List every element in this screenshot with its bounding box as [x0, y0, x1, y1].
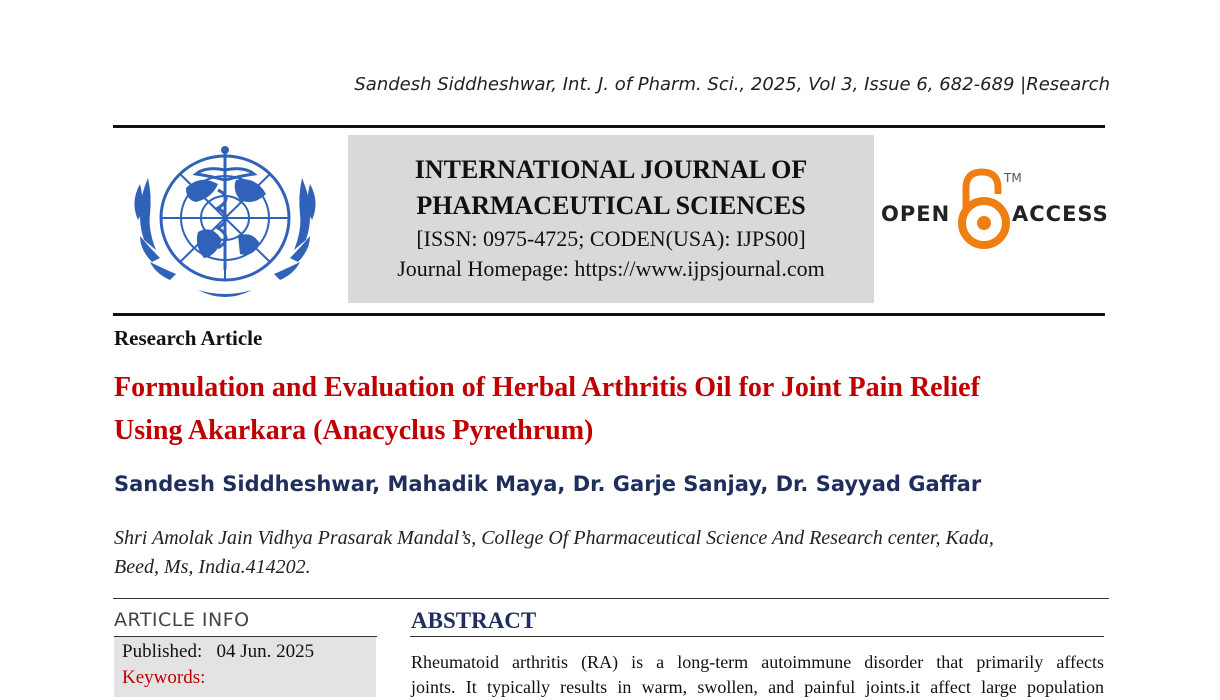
- journal-name-line2: PHARMACEUTICAL SCIENCES: [416, 191, 806, 220]
- journal-globe-logo: [126, 140, 324, 306]
- trademark-mark: TM: [1004, 171, 1022, 185]
- published-date: 04 Jun. 2025: [216, 641, 315, 662]
- abstract-text: [411, 650, 1104, 700]
- abstract-rule: [410, 636, 1104, 637]
- keywords-label: Keywords:: [122, 667, 206, 688]
- access-label: ACCESS: [1012, 202, 1109, 226]
- running-head: Sandesh Siddheshwar, Int. J. of Pharm. Sci., 2025, Vol 3, Issue 6, 682-689 |Research: [354, 74, 1110, 95]
- affiliation: [114, 524, 1104, 582]
- article-type: Research Article: [114, 326, 263, 350]
- journal-name-line1: INTERNATIONAL JOURNAL OF: [414, 155, 808, 184]
- open-access-badge: [880, 168, 1110, 252]
- affiliation-line2: Beed, Ms, India.414202.: [114, 556, 311, 578]
- section-divider: [113, 598, 1109, 599]
- abstract-line2: joints. It typically results in warm, swollen, and painful joints.it affect large population: [411, 677, 1104, 697]
- abstract-heading: ABSTRACT: [411, 608, 537, 633]
- journal-banner: [348, 135, 874, 303]
- published-label: Published:: [122, 641, 203, 662]
- header-rule-top: [113, 125, 1105, 128]
- journal-homepage: Journal Homepage: https://www.ijpsjournal.com: [397, 256, 825, 281]
- header-rule-bottom: [113, 313, 1105, 316]
- journal-issn: [ISSN: 0975-4725; CODEN(USA): IJPS00]: [416, 226, 806, 251]
- article-title-line2: Using Akarkara (Anacyclus Pyrethrum): [114, 415, 594, 446]
- article-title: [114, 366, 1114, 452]
- abstract-line1: Rheumatoid arthritis (RA) is a long-term autoimmune disorder that primarily affects: [411, 652, 1104, 672]
- article-info-heading: ARTICLE INFO: [114, 609, 250, 631]
- affiliation-line1: Shri Amolak Jain Vidhya Prasarak Mandal’s, College Of Pharmaceutical Science And Research center, Kada,: [114, 527, 994, 549]
- open-label: OPEN: [881, 202, 951, 226]
- article-title-line1: Formulation and Evaluation of Herbal Arthritis Oil for Joint Pain Relief: [114, 372, 980, 403]
- author-list: Sandesh Siddheshwar, Mahadik Maya, Dr. Garje Sanjay, Dr. Sayyad Gaffar: [114, 472, 982, 496]
- published-row: [122, 641, 314, 663]
